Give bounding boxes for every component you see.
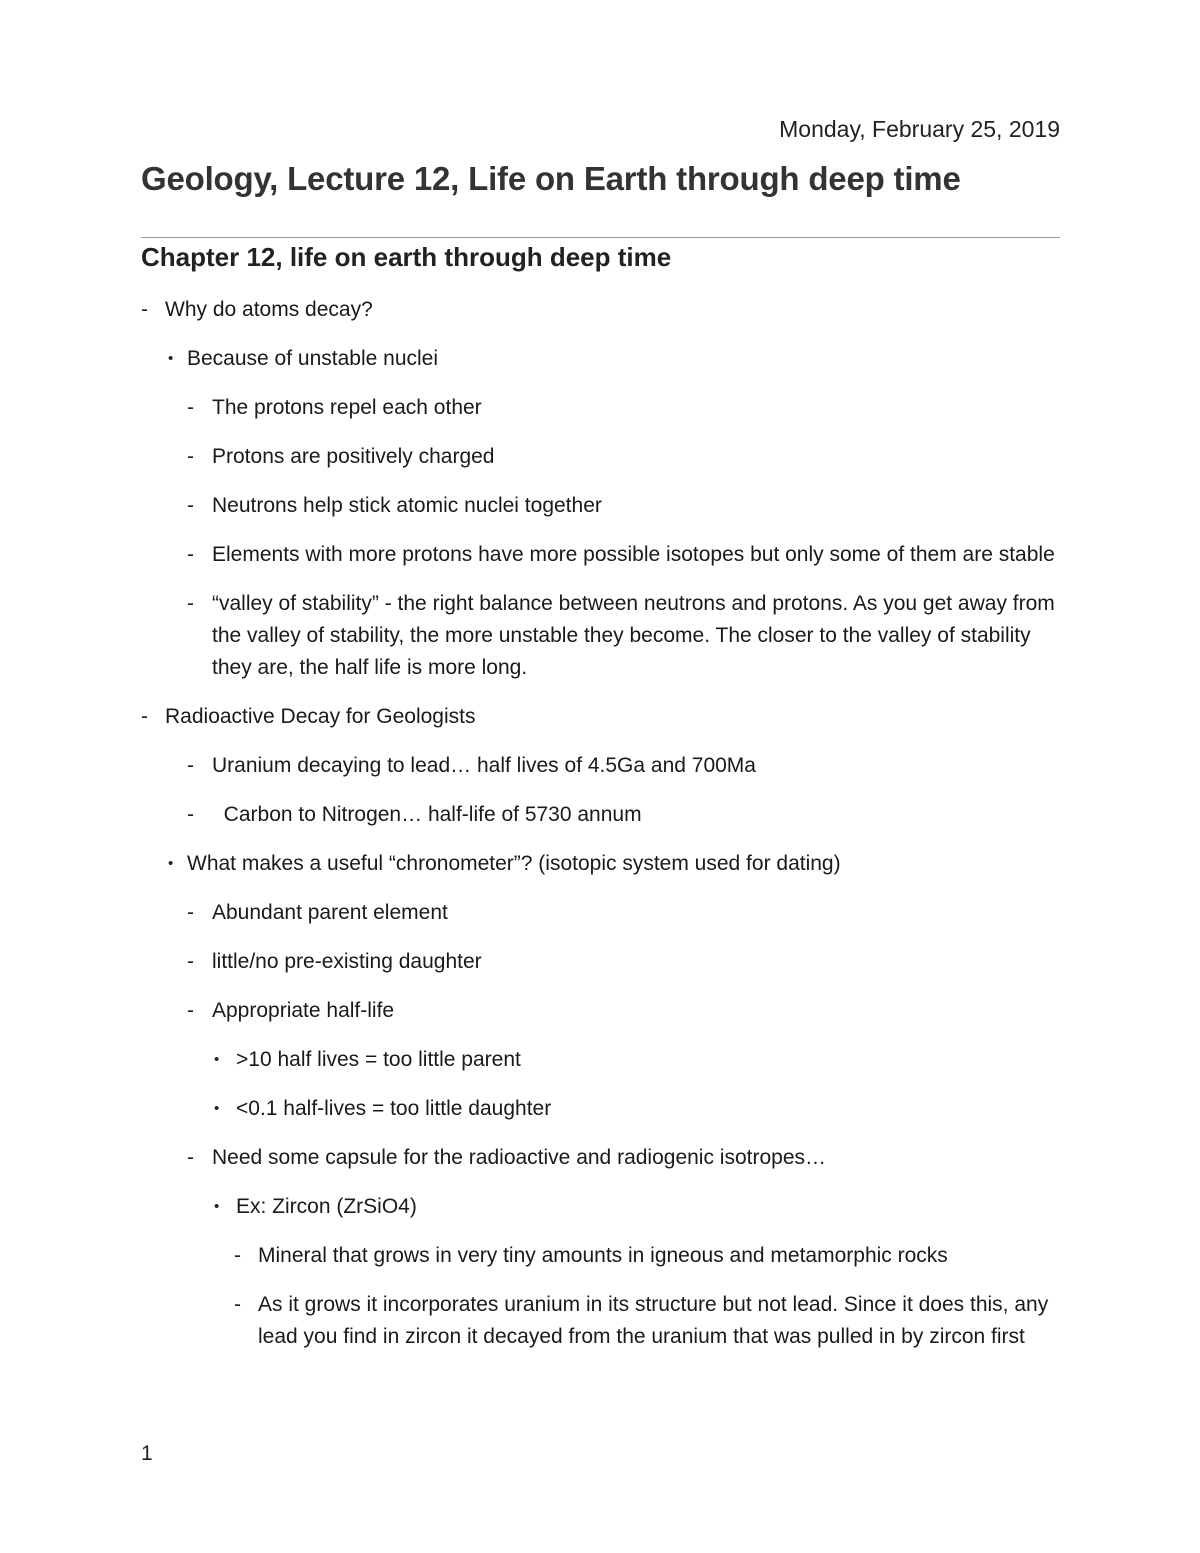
outline-item-text: Protons are positively charged bbox=[212, 445, 495, 468]
bullet-dash-icon: - bbox=[141, 705, 148, 728]
bullet-dash-icon: - bbox=[187, 754, 194, 777]
bullet-dot-icon: • bbox=[168, 855, 174, 872]
outline-item-text: Appropriate half-life bbox=[212, 999, 395, 1022]
outline-item-text: <0.1 half-lives = too little daughter bbox=[236, 1097, 552, 1120]
outline-item-text: As it grows it incorporates uranium in its structure but not lead. Since it does this, any lead you find in zircon it decayed from the uranium that was pulled in by zircon first bbox=[258, 1293, 1055, 1348]
outline-item-level-2 bbox=[141, 750, 1071, 782]
outline-item-level-2 bbox=[141, 392, 1071, 424]
bullet-dash-icon: - bbox=[187, 1146, 194, 1169]
bullet-dot-icon: • bbox=[168, 350, 174, 367]
bullet-dash-icon: - bbox=[187, 803, 194, 826]
outline-item-level-2 bbox=[141, 995, 1071, 1027]
bullet-dash-icon: - bbox=[187, 445, 194, 468]
title-divider bbox=[141, 237, 1060, 238]
outline-item-level-2 bbox=[141, 1142, 1071, 1174]
outline-item-level-3 bbox=[141, 1093, 1071, 1125]
chapter-heading: Chapter 12, life on earth through deep time bbox=[141, 242, 672, 272]
bullet-dot-icon: • bbox=[214, 1100, 220, 1117]
outline-item-level-2 bbox=[141, 441, 1071, 473]
outline-item-level-4 bbox=[141, 1240, 1071, 1272]
bullet-dash-icon: - bbox=[234, 1293, 241, 1316]
outline-item-text: “valley of stability” - the right balance between neutrons and protons. As you get away from the valley of stability, the more unstable they become. The closer to the valley of stability they are, the half life is more long. bbox=[212, 592, 1061, 679]
outline-item-level-4 bbox=[141, 1289, 1071, 1353]
bullet-dot-icon: • bbox=[214, 1051, 220, 1068]
lecture-notes-outline bbox=[141, 294, 1071, 1370]
outline-item-text: Neutrons help stick atomic nuclei together bbox=[212, 494, 602, 517]
outline-item-text: Mineral that grows in very tiny amounts in igneous and metamorphic rocks bbox=[258, 1244, 948, 1267]
outline-item-level-3 bbox=[141, 1191, 1071, 1223]
outline-item-text: Carbon to Nitrogen… half-life of 5730 annum bbox=[212, 803, 642, 826]
outline-item-level-2 bbox=[141, 539, 1071, 571]
outline-item-level-0 bbox=[141, 294, 1071, 326]
outline-item-level-1 bbox=[141, 343, 1071, 375]
outline-item-level-1 bbox=[141, 848, 1071, 880]
document-title: Geology, Lecture 12, Life on Earth through deep time bbox=[141, 160, 961, 197]
bullet-dash-icon: - bbox=[187, 999, 194, 1022]
bullet-dash-icon: - bbox=[187, 901, 194, 924]
outline-item-text: >10 half lives = too little parent bbox=[236, 1048, 521, 1071]
bullet-dash-icon: - bbox=[141, 298, 148, 321]
outline-item-level-2 bbox=[141, 946, 1071, 978]
outline-item-level-3 bbox=[141, 1044, 1071, 1076]
outline-item-text: Ex: Zircon (ZrSiO4) bbox=[236, 1195, 417, 1218]
page-number: 1 bbox=[141, 1442, 153, 1465]
bullet-dash-icon: - bbox=[187, 950, 194, 973]
outline-item-text: Abundant parent element bbox=[212, 901, 448, 924]
outline-item-level-2 bbox=[141, 490, 1071, 522]
outline-item-level-0 bbox=[141, 701, 1071, 733]
bullet-dash-icon: - bbox=[187, 592, 194, 615]
bullet-dash-icon: - bbox=[234, 1244, 241, 1267]
lecture-date: Monday, February 25, 2019 bbox=[779, 116, 1060, 142]
outline-item-level-2 bbox=[141, 799, 1071, 831]
outline-item-text: Why do atoms decay? bbox=[165, 298, 373, 321]
outline-item-text: Need some capsule for the radioactive and radiogenic isotropes… bbox=[212, 1146, 827, 1169]
outline-item-text: Elements with more protons have more possible isotopes but only some of them are stable bbox=[212, 543, 1055, 566]
bullet-dot-icon: • bbox=[214, 1198, 220, 1215]
outline-item-text: What makes a useful “chronometer”? (isotopic system used for dating) bbox=[187, 852, 841, 875]
outline-item-level-2 bbox=[141, 588, 1071, 684]
outline-item-text: little/no pre-existing daughter bbox=[212, 950, 482, 973]
bullet-dash-icon: - bbox=[187, 396, 194, 419]
outline-item-text: Because of unstable nuclei bbox=[187, 347, 439, 370]
outline-item-level-2 bbox=[141, 897, 1071, 929]
outline-item-text: Radioactive Decay for Geologists bbox=[165, 705, 476, 728]
bullet-dash-icon: - bbox=[187, 494, 194, 517]
outline-item-text: The protons repel each other bbox=[212, 396, 482, 419]
outline-item-text: Uranium decaying to lead… half lives of 4.5Ga and 700Ma bbox=[212, 754, 756, 777]
bullet-dash-icon: - bbox=[187, 543, 194, 566]
